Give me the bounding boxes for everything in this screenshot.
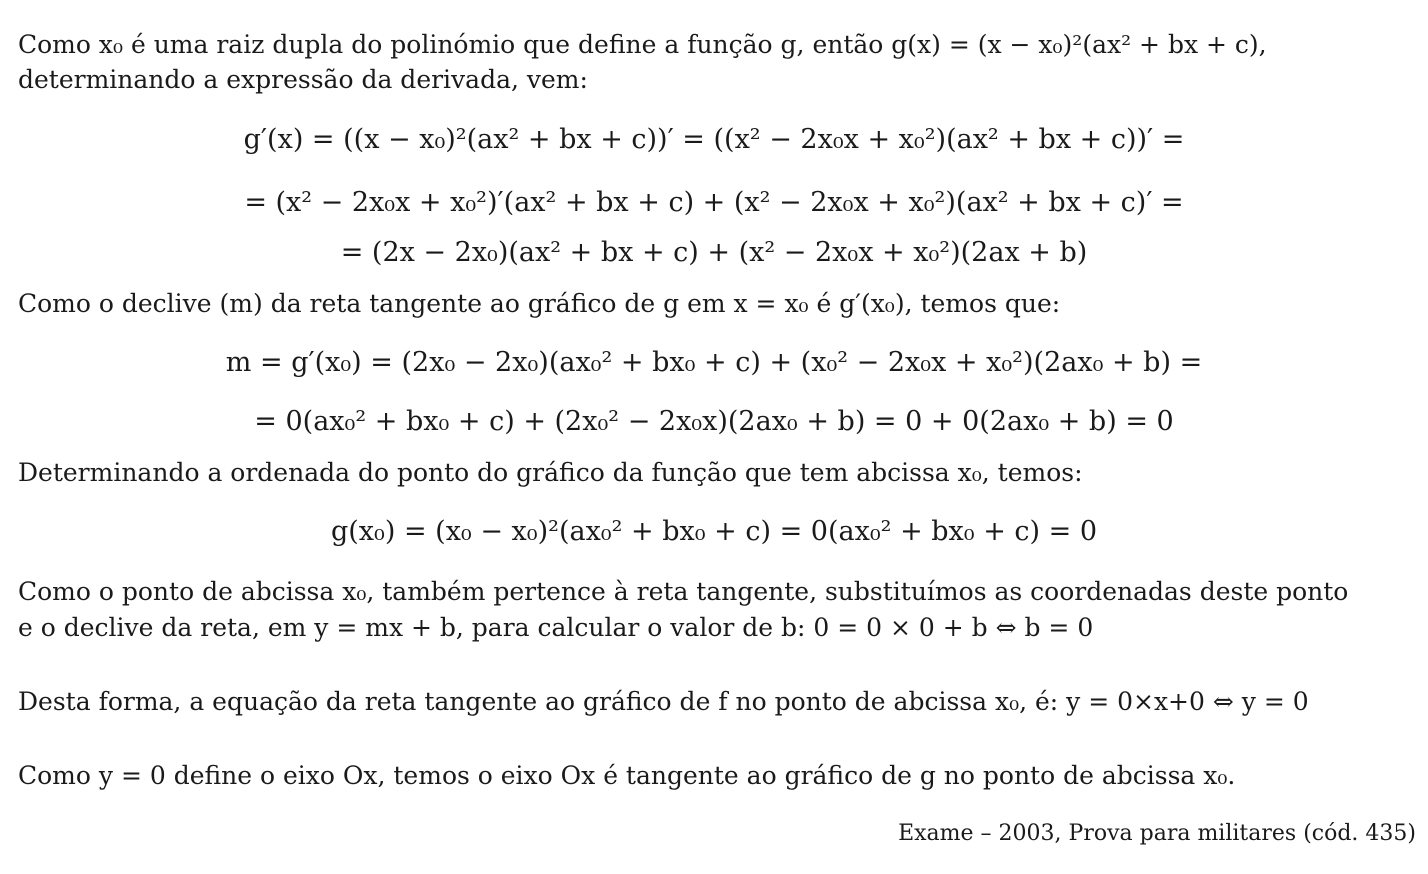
intro-text-line-1: Como x₀ é uma raiz dupla do polinómio que define a função g, então g(x) = (x − x₀)²(ax² + bx + c),: [18, 30, 1267, 59]
slope-equation-line-1: m = g′(x₀) = (2x₀ − 2x₀)(ax₀² + bx₀ + c) + (x₀² − 2x₀x + x₀²)(2ax₀ + b) =: [225, 347, 1203, 378]
slope-intro-text: Como o declive (m) da reta tangente ao gráfico de g em x = x₀ é g′(x₀), temos que:: [18, 289, 1061, 318]
tangent-point-text-line-1: Como o ponto de abcissa x₀, também pertence à reta tangente, substituímos as coordenadas deste ponto: [18, 577, 1349, 606]
tangent-point-text-line-2: e o declive da reta, em y = mx + b, para calcular o valor de b: 0 = 0 × 0 + b ⇔ b = 0: [18, 613, 1094, 642]
derivative-equation-line-2: = (x² − 2x₀x + x₀²)′(ax² + bx + c) + (x² − 2x₀x + x₀²)(ax² + bx + c)′ =: [244, 187, 1184, 218]
conclusion-text: Como y = 0 define o eixo Ox, temos o eixo Ox é tangente ao gráfico de g no ponto de abcissa x₀.: [18, 761, 1236, 790]
ordinate-equation: g(x₀) = (x₀ − x₀)²(ax₀² + bx₀ + c) = 0(ax₀² + bx₀ + c) = 0: [330, 516, 1098, 547]
derivative-equation-line-1: g′(x) = ((x − x₀)²(ax² + bx + c))′ = ((x² − 2x₀x + x₀²)(ax² + bx + c))′ =: [243, 124, 1185, 155]
intro-text-line-2: determinando a expressão da derivada, vem:: [18, 65, 588, 94]
ordinate-intro-text: Determinando a ordenada do ponto do gráfico da função que tem abcissa x₀, temos:: [18, 458, 1083, 487]
derivative-equation-line-3: = (2x − 2x₀)(ax² + bx + c) + (x² − 2x₀x + x₀²)(2ax + b): [340, 237, 1088, 268]
exam-source-citation: Exame – 2003, Prova para militares (cód. 435): [898, 821, 1416, 846]
tangent-line-equation-text: Desta forma, a equação da reta tangente ao gráfico de f no ponto de abcissa x₀, é: y = 0×x+0 ⇔ y = 0: [18, 687, 1309, 716]
slope-equation-line-2: = 0(ax₀² + bx₀ + c) + (2x₀² − 2x₀x)(2ax₀ + b) = 0 + 0(2ax₀ + b) = 0: [254, 406, 1174, 437]
